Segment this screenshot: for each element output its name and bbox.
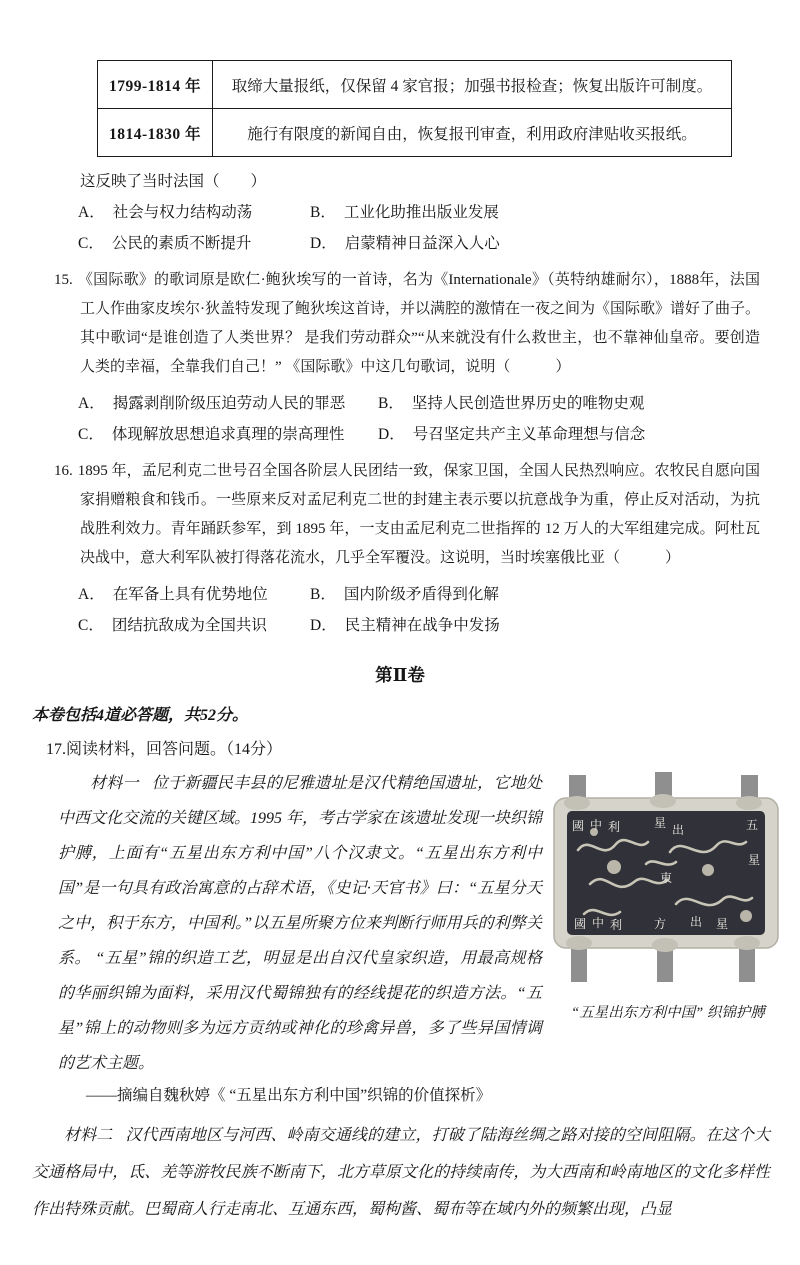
option-b bbox=[378, 391, 644, 413]
woven-char: 東 bbox=[660, 871, 673, 885]
table-row bbox=[98, 109, 732, 157]
option-text: 公民的素质不断提升 bbox=[111, 235, 252, 252]
question-15 bbox=[0, 266, 760, 382]
desc-cell: 取缔大量报纸，仅保留 4 家官报；加强书报检查；恢复出版许可制度。 bbox=[213, 61, 732, 109]
figure-block bbox=[550, 766, 786, 1081]
option-text: 体现解放思想追求真理的崇高理性 bbox=[111, 426, 345, 443]
woven-char: 中 bbox=[592, 916, 605, 930]
woven-char: 中 bbox=[590, 818, 603, 832]
brocade-armband-image bbox=[550, 772, 782, 984]
option-text: 启蒙精神日益深入人心 bbox=[344, 235, 500, 252]
option-a bbox=[78, 200, 310, 222]
section-title: 第Ⅱ卷 bbox=[375, 665, 425, 685]
option-key: D． bbox=[378, 426, 405, 443]
figure-caption: “五星出东方利中国” 织锦护膊 bbox=[571, 1005, 765, 1021]
woven-char: 星 bbox=[716, 917, 729, 931]
option-text: 工业化助推出版业发展 bbox=[343, 204, 499, 221]
woven-char: 出 bbox=[690, 915, 703, 929]
table-row bbox=[98, 61, 732, 109]
material-2-label: 材料二 bbox=[64, 1127, 113, 1144]
woven-char: 星 bbox=[654, 816, 667, 830]
option-row bbox=[78, 231, 800, 253]
option-text: 社会与权力结构动荡 bbox=[112, 204, 253, 221]
material-1-label: 材料一 bbox=[90, 775, 139, 792]
woven-char: 利 bbox=[610, 918, 623, 932]
option-text: 民主精神在战争中发扬 bbox=[344, 617, 500, 634]
option-d bbox=[310, 231, 500, 253]
option-b bbox=[310, 582, 499, 604]
question-number: 15. bbox=[54, 272, 73, 288]
material-2-text bbox=[32, 1117, 770, 1228]
material-1-body: 位于新疆民丰县的尼雅遗址是汉代精绝国遗址，它地处中西文化交流的关键区域。1995 年，考古学家在该遗址发现一块织锦护膊，上面有“五星出东方利中国”八个汉隶文。“五星出东方利中国”是一句具有政治寓意的占辞术语，《史记·天官书》曰：“五星分天之中，积于东方，中国利。”以五星所聚方位来判断行师用兵的利弊关系。 “五星”锦的织造工艺，明显是出自汉代皇家织造，用最高规格的华丽织锦为面料，采用汉代蜀锦独有的经线提花的织造方法。“五星”锦上的动物则多为远方贡纳或神化的珍禽异兽，多了些异国情调的艺术主题。 bbox=[58, 775, 543, 1072]
option-key: A． bbox=[78, 204, 105, 221]
question-text: 1895 年，孟尼利克二世号召全国各阶层人民团结一致，保家卫国，全国人民热烈响应。农牧民自愿向国家捐赠粮食和钱币。一些原来反对孟尼利克二世的封建主表示要以抗意战争为重，停止反对活动，为抗战胜利效力。青年踊跃参军，到 1895 年，一支由孟尼利克二世指挥的 12 万人的大军组建完成。阿杜瓦决战中，意大利军队被打得落花流水，几乎全军覆没。这说明，当时埃塞俄比亚（ ） bbox=[77, 463, 760, 566]
option-key: A． bbox=[78, 586, 105, 603]
question-17-header: 17.阅读材料，回答问题。（14分） bbox=[46, 741, 283, 758]
material-1-text bbox=[58, 766, 542, 1081]
option-text: 在军备上具有优势地位 bbox=[112, 586, 268, 603]
option-a bbox=[78, 582, 310, 604]
question-14-stem: 这反映了当时法国（ ） bbox=[80, 173, 267, 190]
question-16-options bbox=[78, 582, 800, 635]
policy-table bbox=[97, 60, 732, 157]
period-cell: 1814-1830 年 bbox=[98, 109, 213, 157]
material-1-source: ——摘编自魏秋婷《 “五星出东方利中国”织锦的价值探析》 bbox=[86, 1087, 492, 1104]
option-key: B． bbox=[310, 204, 336, 221]
option-key: B． bbox=[310, 586, 336, 603]
option-row bbox=[78, 613, 800, 635]
option-b bbox=[310, 200, 499, 222]
option-c bbox=[78, 231, 310, 253]
option-a bbox=[78, 391, 378, 413]
option-row bbox=[78, 391, 800, 413]
option-d bbox=[310, 613, 500, 635]
woven-char: 星 bbox=[748, 853, 761, 867]
woven-char: 國 bbox=[572, 819, 585, 833]
option-key: D． bbox=[310, 235, 337, 252]
desc-cell: 施行有限度的新闻自由，恢复报刊审查，利用政府津贴收买报纸。 bbox=[213, 109, 732, 157]
period-cell: 1799-1814 年 bbox=[98, 61, 213, 109]
woven-char: 五 bbox=[746, 818, 759, 832]
option-c bbox=[78, 613, 310, 635]
question-15-options bbox=[78, 391, 800, 444]
material-2-body: 汉代西南地区与河西、岭南交通线的建立，打破了陆海丝绸之路对接的空间阻隔。在这个大交通格局中，氐、羌等游牧民族不断南下，北方草原文化的持续南传，为大西南和岭南地区的文化多样性作出特殊贡献。巴蜀商人行走南北、互通东西，蜀枸酱、蜀布等在域内外的频繁出现，凸显 bbox=[32, 1127, 770, 1218]
option-key: B． bbox=[378, 395, 404, 412]
option-row bbox=[78, 422, 800, 444]
option-text: 揭露剥削阶级压迫劳动人民的罪恶 bbox=[112, 395, 346, 412]
option-text: 国内阶级矛盾得到化解 bbox=[343, 586, 499, 603]
option-text: 号召坚定共产主义革命理想与信念 bbox=[412, 426, 646, 443]
exam-page bbox=[0, 60, 800, 1265]
section-intro: 本卷包括4道必答题，共52分。 bbox=[32, 707, 249, 724]
material-1-block bbox=[0, 766, 800, 1081]
woven-char: 國 bbox=[574, 917, 587, 931]
woven-char: 利 bbox=[608, 820, 621, 834]
option-key: A． bbox=[78, 395, 105, 412]
option-row bbox=[78, 582, 800, 604]
option-key: C． bbox=[78, 426, 104, 443]
question-number: 16. bbox=[54, 463, 73, 479]
option-text: 坚持人民创造世界历史的唯物史观 bbox=[411, 395, 645, 412]
question-14-options bbox=[78, 200, 800, 253]
woven-char: 出 bbox=[672, 823, 685, 837]
question-text: 《国际歌》的歌词原是欧仁·鲍狄埃写的一首诗，名为《Internationale》（英特纳雄耐尔），1888年，法国工人作曲家皮埃尔·狄盖特发现了鲍狄埃这首诗，并以满腔的激情在一夜之间为《国际歌》谱好了曲子。其中歌词“是谁创造了人类世界？ 是我们劳动群众”“从来就没有什么救世主，也不靠神仙皇帝。要创造人类的幸福，全靠我们自己！” 《国际歌》中这几句歌词，说明（ ） bbox=[77, 272, 760, 375]
option-text: 团结抗敌成为全国共识 bbox=[111, 617, 267, 634]
question-16 bbox=[0, 457, 760, 573]
option-row bbox=[78, 200, 800, 222]
option-key: C． bbox=[78, 235, 104, 252]
woven-char: 方 bbox=[654, 917, 667, 931]
option-key: D． bbox=[310, 617, 337, 634]
option-key: C． bbox=[78, 617, 104, 634]
option-d bbox=[378, 422, 645, 444]
option-c bbox=[78, 422, 378, 444]
